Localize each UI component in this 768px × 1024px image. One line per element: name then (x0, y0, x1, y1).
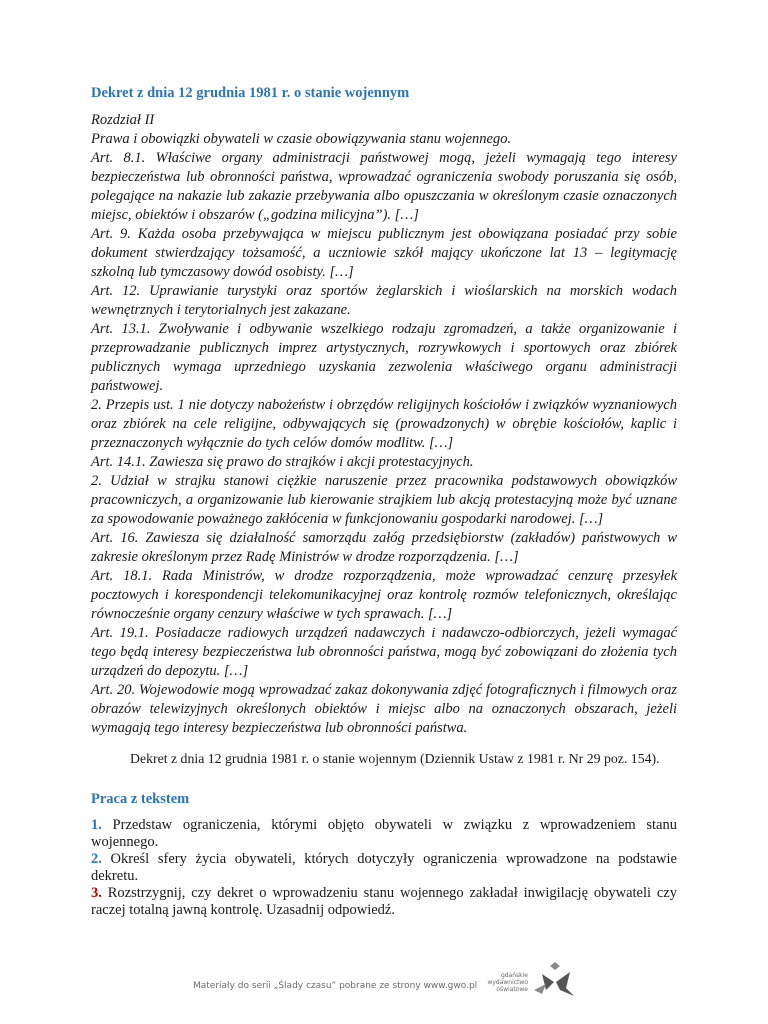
task-number: 1. (91, 817, 102, 833)
article-paragraph: Art. 8.1. Właściwe organy administracji państwowej mogą, jeżeli wymagają tego interesy bezpieczeństwa lub obronności państwa, wprowadzać ograniczenia swobody poruszania się osób, polegające na nakazie lub zakazie przebywania albo opuszczania w określonym czasie oznaczonych miejsc, obiektów i obszarów („godzina milicyjna”). […] (91, 150, 677, 223)
task-text: Przedstaw ograniczenia, którymi objęto obywateli w związku z wprowadzeniem stanu wojennego. (91, 817, 677, 850)
article-paragraph: Art. 19.1. Posiadacze radiowych urządzeń nadawczych i nadawczo-odbiorczych, jeżeli wymagać tego będą interesy bezpieczeństwa lub obronności państwa, mogą być zobowiązani do złożenia tych urządzeń do depozytu. […] (91, 625, 677, 679)
article-paragraph: Art. 20. Wojewodowie mogą wprowadzać zakaz dokonywania zdjęć fotograficznych i filmowych oraz obrazów telewizyjnych określonych obiektów i miejsc albo na oznaczonych obszarach, jeżeli wymagają tego interesy bezpieczeństwa lub obronności państwa. (91, 682, 677, 736)
source-citation: Dekret z dnia 12 grudnia 1981 r. o stanie wojennym (Dziennik Ustaw z 1981 r. Nr 29 poz. 154). (130, 751, 660, 766)
tasks-list (91, 817, 677, 918)
publisher-line: oświatowe (496, 986, 528, 993)
article-paragraph: Art. 14.1. Zawiesza się prawo do strajków i akcji protestacyjnych. (91, 454, 474, 470)
gwo-logo-icon (532, 960, 578, 1000)
publisher-line: gdańskie (500, 972, 528, 979)
task-item (91, 851, 677, 884)
task-text: Rozstrzygnij, czy dekret o wprowadzeniu stanu wojennego zakładał inwigilację obywateli czy raczej totalną jawną kontrolę. Uzasadnij odpowiedź. (91, 885, 677, 918)
task-text: Określ sfery życia obywateli, których dotyczyły ograniczenia wprowadzone na podstawie dekretu. (91, 851, 677, 884)
publisher-name (478, 972, 528, 993)
article-paragraph: 2. Udział w strajku stanowi ciężkie naruszenie przez pracownika podstawowych obowiązków pracowniczych, a organizowanie lub kierowanie strajkiem lub akcją protestacyjną może być uznane za spowodowanie poważnego zakłócenia w funkcjonowaniu gospodarki narodowej. […] (91, 473, 677, 527)
task-item (91, 885, 677, 918)
footer (0, 972, 768, 1006)
articles-list (91, 130, 677, 738)
task-number: 2. (91, 851, 102, 867)
article-paragraph: Art. 9. Każda osoba przebywająca w miejscu publicznym jest obowiązana posiadać przy sobie dokument stwierdzający tożsamość, a uczniowie szkół mający ukończone lat 13 – legitymację szkolną lub tymczasowy dowód osobisty. […] (91, 226, 677, 280)
tasks-section-title: Praca z tekstem (91, 791, 190, 807)
footer-text: Materiały do serii „Ślady czasu” pobrane ze strony www.gwo.pl (193, 981, 478, 991)
article-paragraph: Art. 13.1. Zwoływanie i odbywanie wszelkiego rodzaju zgromadzeń, a także organizowanie i przeprowadzanie publicznych imprez artystycznych, rozrywkowych i sportowych oraz zbiórek publicznych wymaga uprzedniego uzyskania zezwolenia właściwego organu administracji państwowej. (91, 321, 677, 394)
chapter-heading: Rozdział II (91, 112, 155, 128)
task-number: 3. (91, 885, 102, 901)
document-page (91, 84, 677, 919)
article-paragraph: 2. Przepis ust. 1 nie dotyczy nabożeństw i obrzędów religijnych kościołów i związków wyznaniowych oraz zbiórek na cele religijne, odbywających się (prowadzonych) w obrębie kościołów, kaplic i przeznaczonych wyłącznie do tych celów domów modlitw. […] (91, 397, 677, 451)
publisher-line: wydawnictwo (487, 979, 528, 986)
article-paragraph: Art. 12. Uprawianie turystyki oraz sportów żeglarskich i wioślarskich na morskich wodach wewnętrznych i terytorialnych jest zakazane. (91, 283, 677, 318)
article-paragraph: Prawa i obowiązki obywateli w czasie obowiązywania stanu wojennego. (91, 131, 512, 147)
document-title: Dekret z dnia 12 grudnia 1981 r. o stanie wojennym (91, 85, 410, 101)
article-paragraph: Art. 16. Zawiesza się działalność samorządu załóg przedsiębiorstw (zakładów) państwowych w zakresie określonym przez Radę Ministrów w drodze rozporządzenia. […] (91, 530, 677, 565)
article-paragraph: Art. 18.1. Rada Ministrów, w drodze rozporządzenia, może wprowadzać cenzurę przesyłek pocztowych i korespondencji telekomunikacyjnej oraz kontrolę rozmów telefonicznych, określając równocześnie organy cenzury właściwe w tych sprawach. […] (91, 568, 677, 622)
task-item (91, 817, 677, 850)
